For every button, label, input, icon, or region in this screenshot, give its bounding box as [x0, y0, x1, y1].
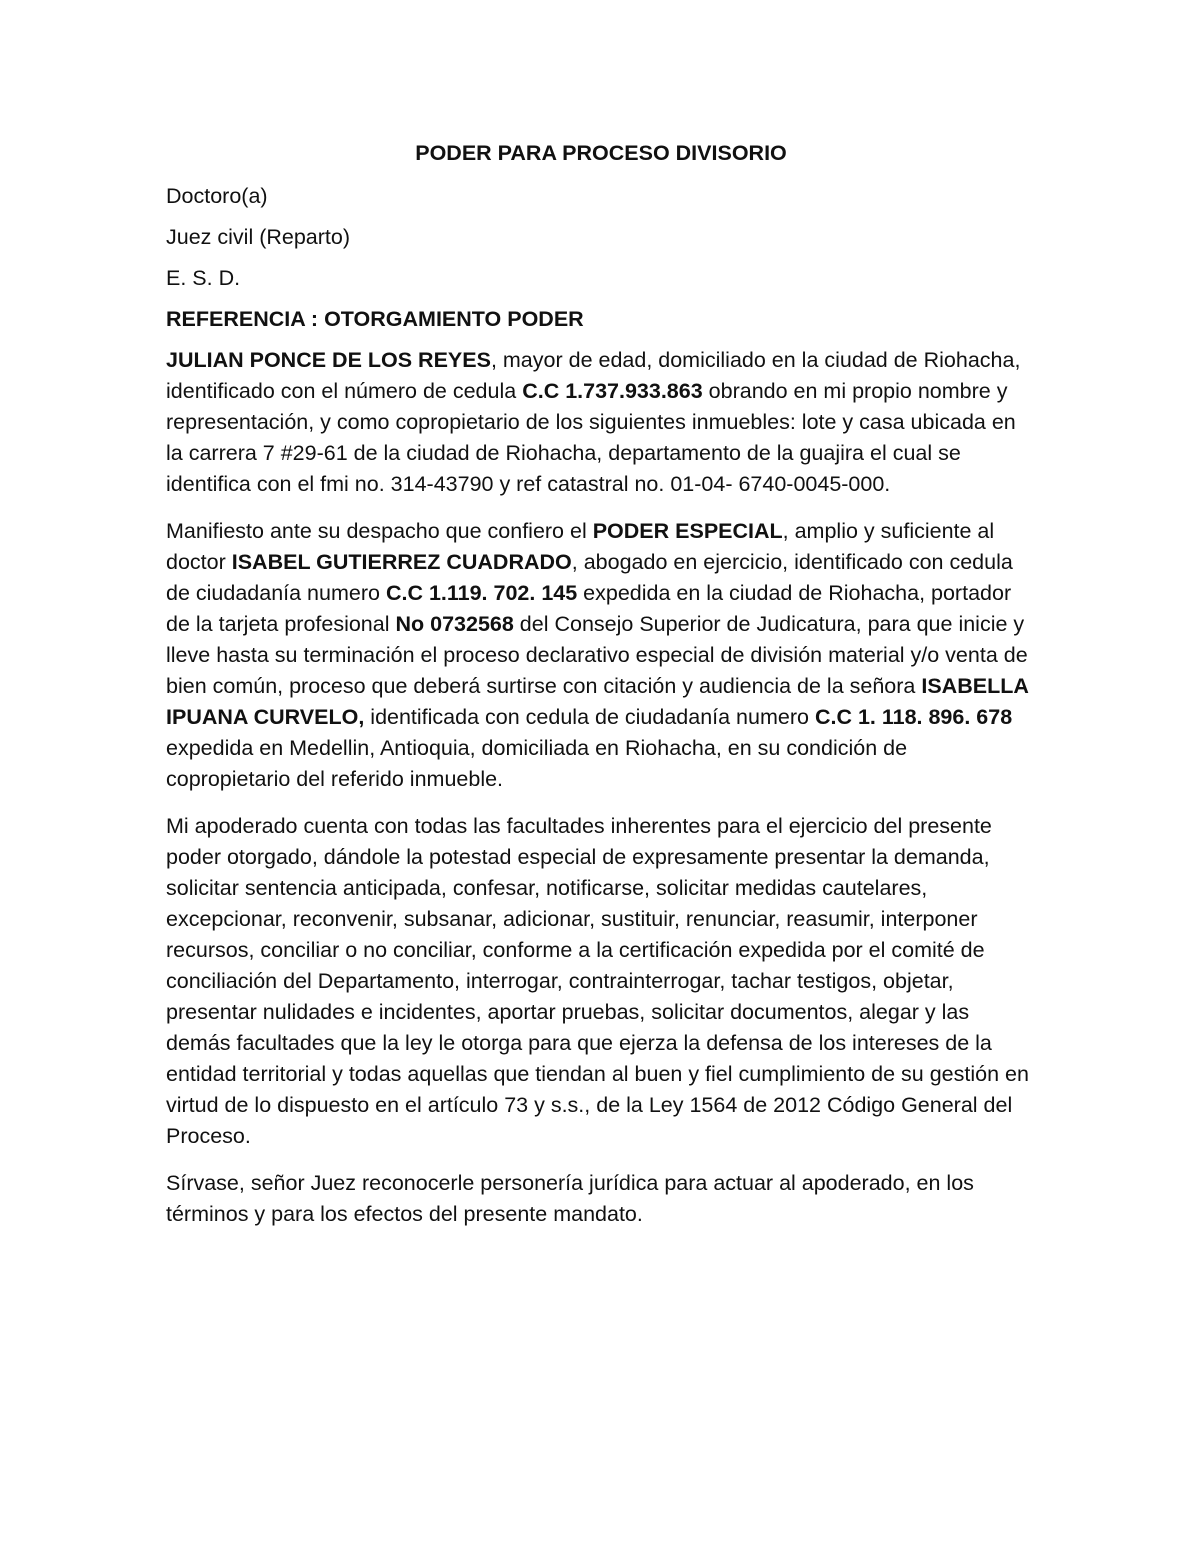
paragraph-closing: Sírvase, señor Juez reconocerle personería jurídica para actuar al apoderado, en los términos y para los efectos del presente mandato. — [166, 1171, 974, 1226]
power-type: PODER ESPECIAL — [592, 519, 783, 543]
recipient-esd: E. S. D. — [166, 266, 241, 290]
paragraph-faculties: Mi apoderado cuenta con todas las facultades inherentes para el ejercicio del presente poder otorgado, dándole la potestad especial de expresamente presentar la demanda, solicitar sentencia anticipada, confesar, notificarse, solicitar medidas cautelares, excepcionar, reconvenir, subsanar, adicionar, sustituir, renunciar, reasumir, interponer recursos, conciliar o no conciliar, conforme a la certificación expedida por el comité de conciliación del Departamento, interrogar, contrainterrogar, tachar testigos, objetar, presentar nulidades e incidentes, aportar pruebas, solicitar documentos, alegar y las demás facultades que la ley le otorga para que ejerza la defensa de los intereses de la entidad territorial y todas aquellas que tiendan al buen y fiel cumplimiento de su gestión en virtud de lo dispuesto en el artículo 73 y s.s., de la Ley 1564 de 2012 Código General del Proceso. — [166, 814, 1029, 1148]
paragraph-text: , amplio y suficiente al doctor — [166, 519, 995, 574]
paragraph-text: expedida en Medellin, Antioquia, domiciliada en Riohacha, en su condición de copropietario del referido inmueble. — [166, 736, 908, 791]
recipient-salutation: Doctoro(a) — [166, 184, 268, 208]
reference-line: REFERENCIA : OTORGAMIENTO PODER — [166, 307, 584, 331]
paragraph-text: del Consejo Superior de Judicatura, para que inicie y lleve hasta su terminación el proceso declarativo especial de división material y/o venta de bien común, proceso que deberá surtirse con citación y audiencia de la señora — [166, 612, 1028, 698]
grantor-id: C.C 1.737.933.863 — [522, 379, 703, 403]
professional-card-number: No 0732568 — [395, 612, 514, 636]
document-body — [166, 138, 1036, 1246]
attorney-name: ISABEL GUTIERREZ CUADRADO — [231, 550, 572, 574]
paragraph-text: identificada con cedula de ciudadanía numero — [364, 705, 815, 729]
paragraph-text: , mayor de edad, domiciliado en la ciudad de Riohacha, identificado con el número de cedula — [166, 348, 1021, 403]
document-title: PODER PARA PROCESO DIVISORIO — [415, 141, 787, 165]
paragraph-text: , abogado en ejercicio, identificado con cedula de ciudadanía numero — [166, 550, 1013, 605]
paragraph-power — [166, 516, 1036, 795]
paragraph-text: expedida en la ciudad de Riohacha, portador de la tarjeta profesional — [166, 581, 1012, 636]
paragraph-grantor — [166, 345, 1036, 500]
defendant-id: C.C 1. 118. 896. 678 — [814, 705, 1013, 729]
paragraph-text: obrando en mi propio nombre y representación, y como copropietario de los siguientes inmuebles: lote y casa ubicada en la carrera 7 #29-61 de la ciudad de Riohacha, departamento de la guajira el cual se identifica con el fmi no. 314-43790 y ref catastral no. 01-04- 6740-0045-000. — [166, 379, 1016, 496]
recipient-judge: Juez civil (Reparto) — [166, 225, 350, 249]
grantor-name: JULIAN PONCE DE LOS REYES — [166, 348, 491, 372]
attorney-id: C.C 1.119. 702. 145 — [385, 581, 578, 605]
defendant-name: ISABELLA IPUANA CURVELO, — [166, 674, 1029, 729]
paragraph-text: Manifiesto ante su despacho que confiero el — [166, 519, 593, 543]
